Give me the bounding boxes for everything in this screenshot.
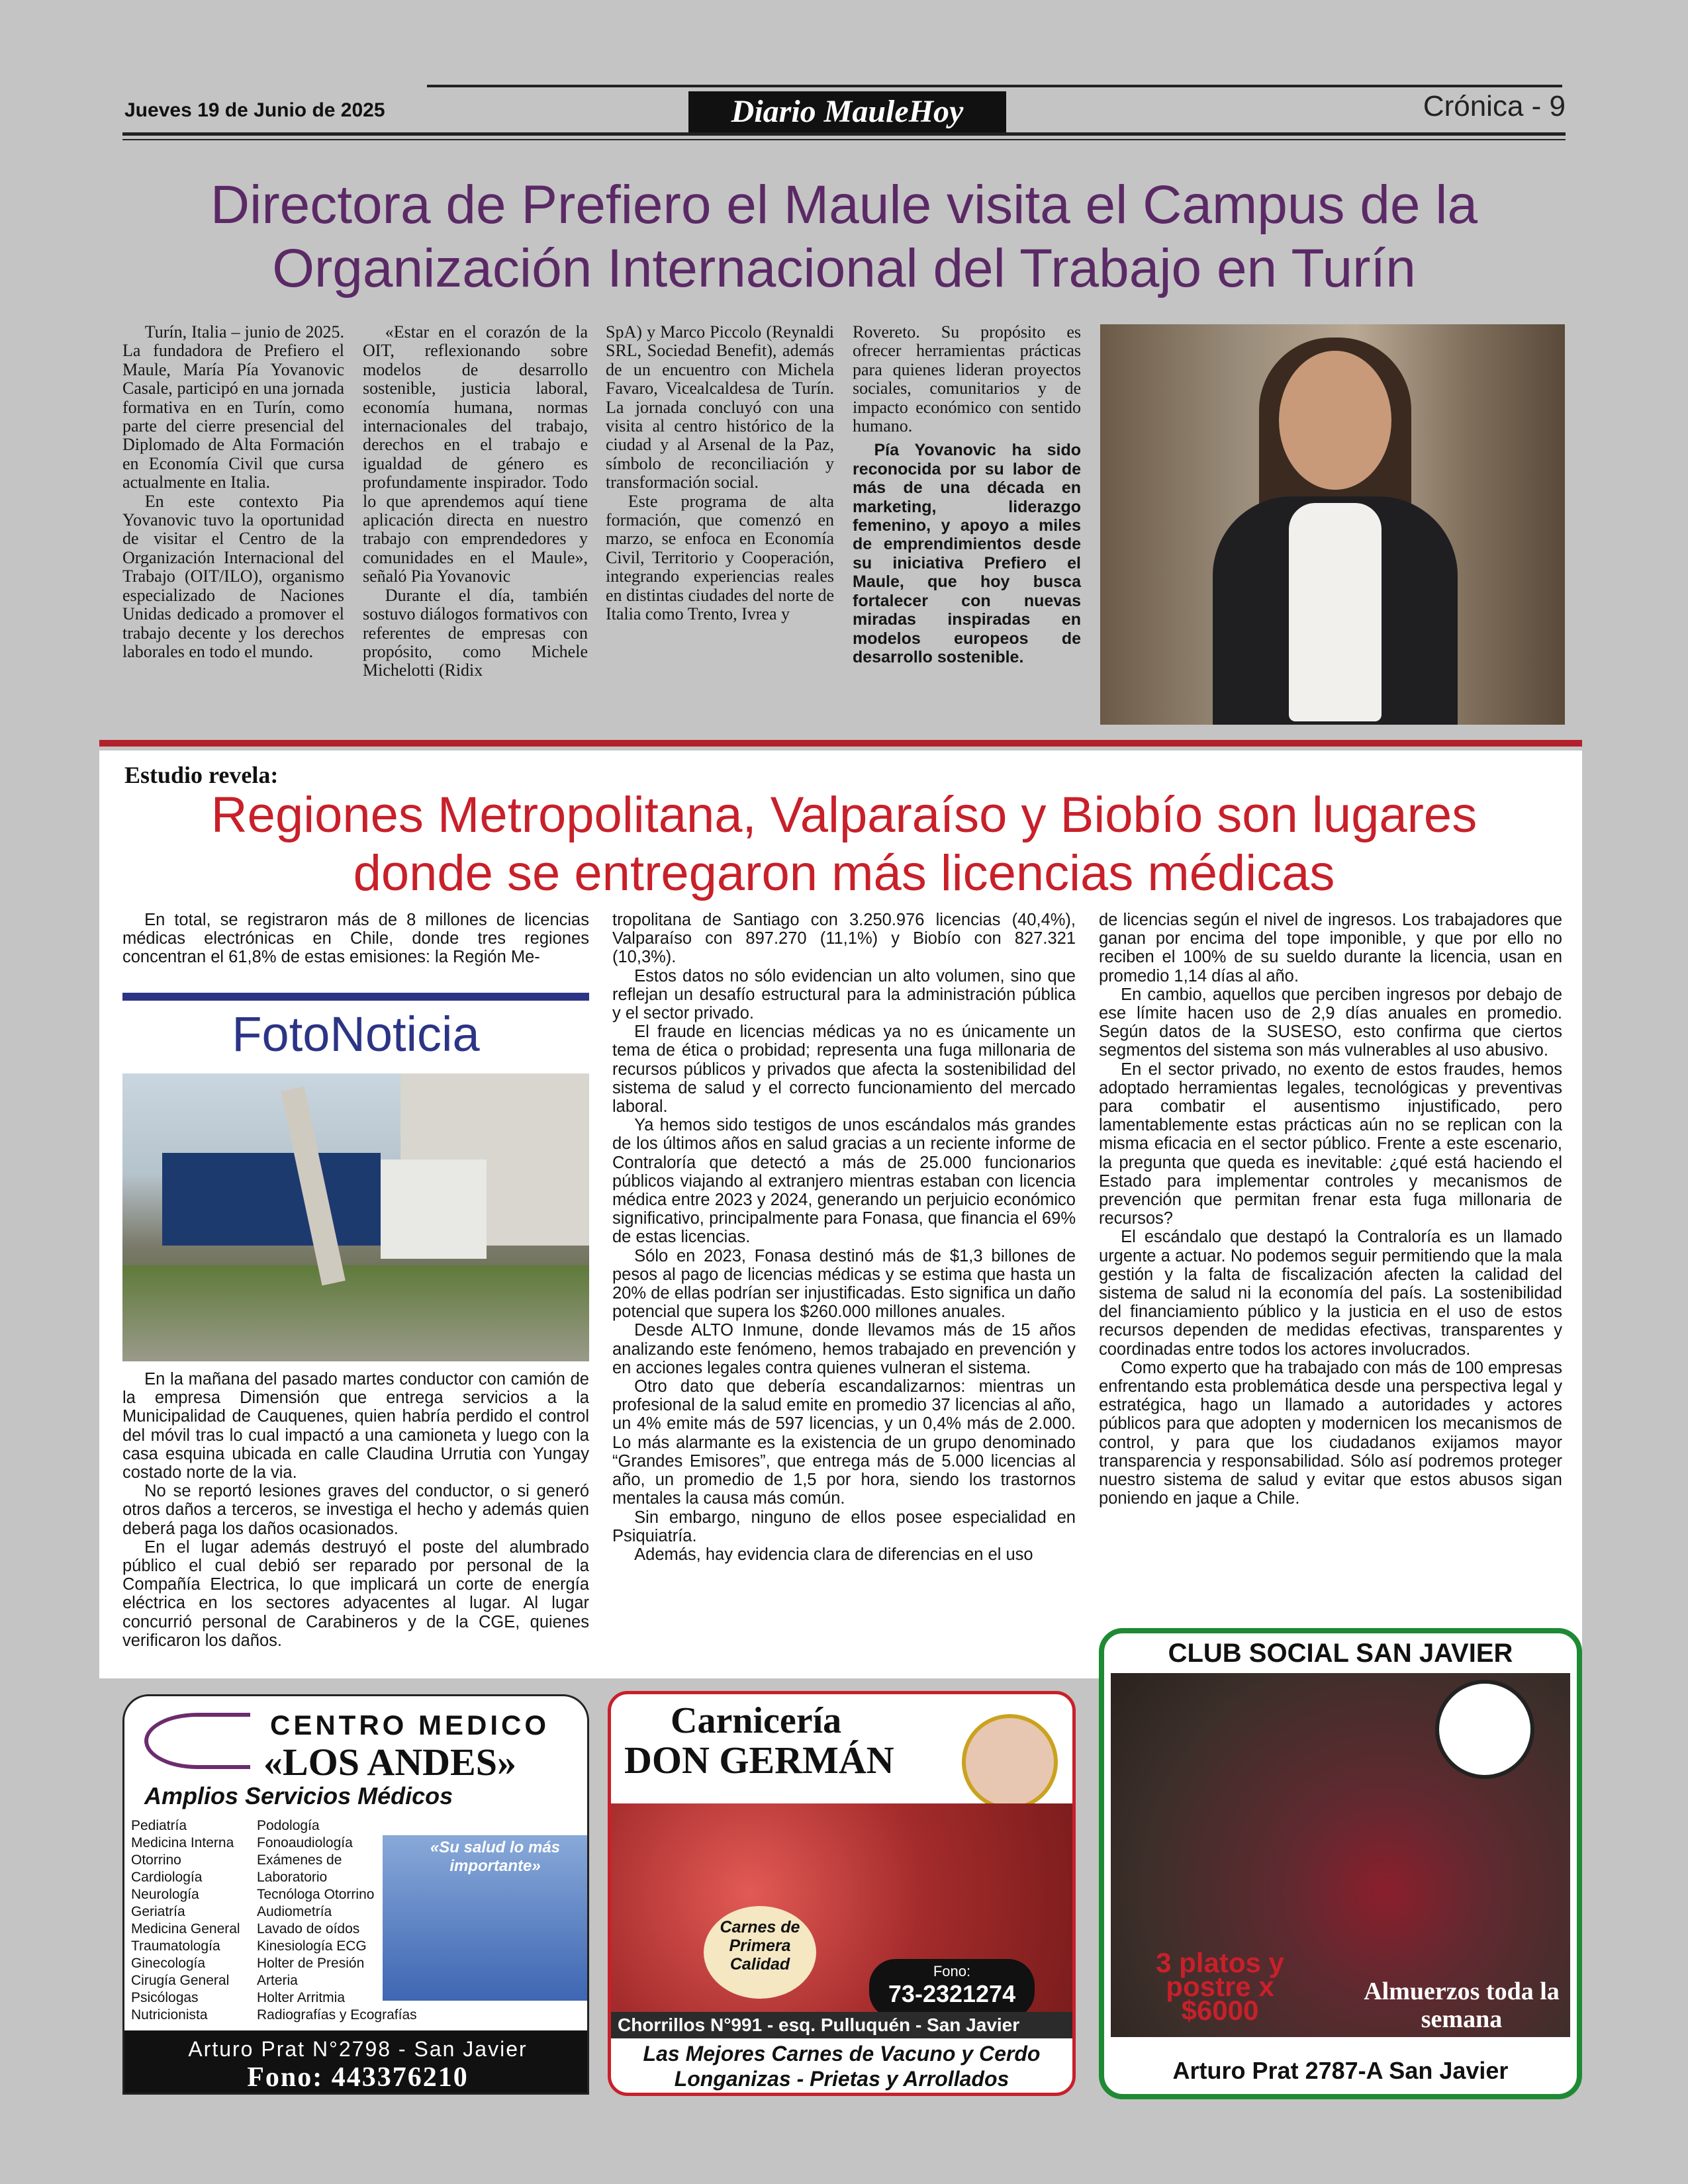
- photo-shape: [122, 1265, 589, 1361]
- paragraph: En cambio, aquellos que perciben ingresos por debajo de ese límite hacen uso de 2,9 días anuales en promedio. Según datos de la SUSESO, esto confirma que ciertos segmentos del sistema son más vulnerables al uso abusivo.: [1099, 985, 1562, 1060]
- list-item: Geriatría: [131, 1904, 185, 1919]
- list-item: Audiometría: [257, 1904, 332, 1919]
- list-item: Medicina Interna: [131, 1835, 234, 1850]
- section-divider: [99, 740, 1582, 747]
- article2-column-1: [122, 911, 589, 967]
- section-page-label: Crónica - 9: [1423, 90, 1566, 122]
- ad-address: Arturo Prat N°2798 - San Javier: [188, 2037, 528, 2061]
- paragraph: Rovereto. Su propósito es ofrecer herramientas prácticas para quienes lideran proyectos sociales, comunitarios y de impacto económico con sentido humano.: [853, 322, 1081, 436]
- photo-shape: [1279, 351, 1391, 490]
- list-item: Lavado de oídos: [257, 1921, 360, 1936]
- list-item: Laboratorio: [257, 1870, 328, 1885]
- article2-column-2: [612, 911, 1076, 1564]
- paragraph: El fraude en licencias médicas ya no es únicamente un tema de ética o probidad; representa una fuga millonaria de recursos públicos y privados que afecta la sostenibilidad del sistema de salud y el correcto funcionamiento del mercado laboral.: [612, 1023, 1076, 1116]
- photo-shape: [381, 1160, 487, 1259]
- masthead-rule: [122, 132, 1566, 136]
- ad-phone: Fono: 443376210: [247, 2062, 469, 2093]
- ad-carniceria: [608, 1691, 1076, 2096]
- chef-logo-icon: [1435, 1680, 1534, 1779]
- list-item: Cirugía General: [131, 1973, 230, 1988]
- article2-kicker: Estudio revela:: [124, 762, 279, 788]
- list-item: Psicólogas: [131, 1990, 199, 2005]
- ad-tagline: Longanizas - Prietas y Arrollados: [674, 2067, 1009, 2091]
- article2-column-3: [1099, 911, 1562, 1508]
- article1-column-4: [853, 323, 1081, 666]
- list-item: Cardiología: [131, 1870, 203, 1885]
- paragraph: En este contexto Pia Yovanovic tuvo la oportunidad de visitar el Centro de la Organización Internacional del Trabajo (OIT/ILO), organismo especializado de Naciones Unidas dedicado a promover el trabajo decente y los derechos laborales en todo el mundo.: [122, 491, 344, 661]
- list-item: Exámenes de: [257, 1852, 342, 1868]
- fotonoticia-text: [122, 1370, 589, 1650]
- ad-tagline: Las Mejores Carnes de Vacuno y Cerdo: [643, 2042, 1041, 2066]
- ad-address: Arturo Prat 2787-A San Javier: [1172, 2057, 1509, 2084]
- article1-column-2: [363, 323, 588, 680]
- paragraph: Otro dato que debería escandalizarnos: mientras un profesional de la salud emite en promedio 37 licencias al año, un 4% emite más de 597 licencias, y un 0,4% más de 2.000. Lo más alarmante es la existencia de un grupo denominado “Grandes Emisores”, que entrega más de 5.000 licencias al año, un promedio de 1,5 por hora, siendo los trastornos mentales la causa más común.: [612, 1377, 1076, 1508]
- ad-footer: [124, 2030, 589, 2095]
- paragraph-bold: Pía Yovanovic ha sido reconocida por su labor de más de una década en marketing, liderazgo femenino, y apoyo a miles de emprendimientos desde su iniciativa Prefiero el Maule, que hoy busca fortalecer con nuevas miradas inspiradas en modelos europeos de desarrollo sostenible.: [853, 441, 1081, 666]
- issue-date: Jueves 19 de Junio de 2025: [124, 99, 385, 121]
- masthead-rule-thin: [122, 139, 1566, 140]
- paragraph: Como experto que ha trabajado con más de 100 empresas enfrentando esta problemática desde una perspectiva legal y estratégica, hago un llamado a autoridades y actores públicos para que adopten y modernicen los mecanismos de control, y para que los ciudadanos exijamos mayor transparencia y responsabilidad. Sólo así podremos proteger nuestro sistema de salud y evitar que estos abusos sigan poniendo en jaque a Chile.: [1099, 1358, 1562, 1508]
- ad-title-name: «LOS ANDES»: [263, 1741, 516, 1784]
- paragraph: Estos datos no sólo evidencian un alto volumen, sino que reflejan un desafío estructural para la administración pública y el sector privado.: [612, 966, 1076, 1023]
- article2-headline: [106, 786, 1582, 903]
- services-list: [131, 1817, 240, 2024]
- masthead-top-rule: [427, 85, 1562, 87]
- list-item: Pediatría: [131, 1818, 187, 1833]
- paragraph: Este programa de alta formación, que comenzó en marzo, se enfoca en Economía Civil, Territorio y Cooperación, integrando experiencias reales en distintas ciudades del norte de Italia como Trento, Ivrea y: [606, 491, 834, 624]
- paragraph: El escándalo que destapó la Contraloría es un llamado urgente a actuar. No podemos seguir permitiendo que la mala gestión y la falta de fiscalización afecten la calidad del sistema de salud ni la economía del país. La sostenibilidad del financiamiento público y la justicia en el uso de estos recursos dependen de medidas efectivas, transparentes y coordinadas entre todos los actores involucrados.: [1099, 1228, 1562, 1359]
- paragraph: SpA) y Marco Piccolo (Reynaldi SRL, Sociedad Benefit), además de un encuentro con Michela Favaro, Vicealcaldesa de Turín. La jornada concluyó con una visita al centro histórico de la ciudad y al Arsenal de la Paz, símbolo de reconciliación y transformación social.: [606, 322, 834, 492]
- ad-title: CLUB SOCIAL SAN JAVIER: [1168, 1639, 1513, 1668]
- list-item: Nutricionista: [131, 2007, 208, 2023]
- ad-centro-medico: [122, 1694, 589, 2095]
- paragraph: Desde ALTO Inmune, donde llevamos más de 15 años analizando este fenómeno, hemos trabajado en prevención y en acciones legales contra quienes vulneran el sistema.: [612, 1321, 1076, 1377]
- article1-headline-line1: Directora de Prefiero el Maule visita el Campus de la: [210, 175, 1478, 235]
- paragraph: Turín, Italia – junio de 2025. La fundadora de Prefiero el Maule, María Pía Yovanovic Casale, participó en una jornada formativa en en Turín, como parte del cierre presencial del Diplomado de Alta Formación en Economía Civil que cursa actualmente en Italia.: [122, 322, 344, 492]
- list-item: Holter Arritmia: [257, 1990, 346, 2005]
- article1-headline-line2: Organización Internacional del Trabajo en Turín: [272, 238, 1416, 298]
- paragraph: Además, hay evidencia clara de diferencias en el uso: [634, 1545, 1033, 1564]
- list-item: Tecnóloga Otorrino: [257, 1887, 375, 1902]
- paragraph: de licencias según el nivel de ingresos. Los trabajadores que ganan por encima del tope imponible, y que por ello no reciben el 100% de su sueldo durante la licencia, usan en promedio 1,14 días al año.: [1099, 911, 1562, 985]
- photo-shape: [162, 1153, 381, 1246]
- pig-icon: [962, 1714, 1058, 1810]
- paragraph: tropolitana de Santiago con 3.250.976 licencias (40,4%), Valparaíso con 897.270 (11,1%) y Biobío con 827.321 (10,3%).: [612, 911, 1076, 967]
- article2-headline-line2: donde se entregaron más licencias médicas: [353, 845, 1335, 901]
- paragraph: En total, se registraron más de 8 millones de licencias médicas electrónicas en Chile, donde tres regiones concentran el 61,8% de estas emisiones: la Región Me-: [122, 911, 589, 967]
- list-item: Otorrino: [131, 1852, 181, 1868]
- paragraph: Sin embargo, ninguno de ellos posee especialidad en Psiquiatría.: [612, 1508, 1076, 1545]
- list-item: Podología: [257, 1818, 320, 1833]
- ad-subtitle: Amplios Servicios Médicos: [144, 1782, 453, 1809]
- paragraph: En el lugar además destruyó el poste del alumbrado público el cual debió ser reparado por personal de la Compañía Electrica, lo que implicará un corte de energía eléctrica en los sectores adyacentes al lugar. Al lugar concurrió personal de Carabineros y de la CGE, quienes verificaron los daños.: [122, 1537, 589, 1650]
- article1-column-3: [606, 323, 834, 624]
- list-item: Traumatología: [131, 1938, 220, 1954]
- list-item: Holter de Presión: [257, 1956, 365, 1971]
- paragraph: En la mañana del pasado martes conductor con camión de la empresa Dimensión que entrega servicios a la Municipalidad de Cauquenes, quien habría perdido el control del móvil tras lo cual impactó a una camioneta y luego con la casa esquina ubicada en calle Claudina Urrutia con Yungay costado norte de la via.: [122, 1370, 589, 1482]
- list-item: Ginecología: [131, 1956, 206, 1971]
- paragraph: «Estar en el corazón de la OIT, reflexionando sobre modelos de desarrollo sostenible, justicia laboral, economía humana, normas internacionales del trabajo, derechos en el trabajo e igualdad de género es profundamente inspirador. Todo lo que aprendemos aquí tiene aplicación directa en nuestro trabajo con emprendedores y comunidades en el Maule», señaló Pia Yovanovic: [363, 322, 588, 586]
- paragraph: Ya hemos sido testigos de unos escándalos más grandes de los últimos años en salud gracias a un reciente informe de Contraloría que detectó a más de 25.000 funcionarios públicos viajando al extranjero mientras estaban con licencia médica entre 2023 y 2024, generando un perjuicio económico significativo, principalmente para Fonasa, que financia el 69% de estas licencias.: [612, 1116, 1076, 1247]
- ad-title: Carnicería: [671, 1700, 842, 1741]
- list-item: Arteria: [257, 1973, 298, 1988]
- paragraph: No se reportó lesiones graves del conductor, o si generó otros daños a terceros, se investiga el hecho y además quien deberá paga los daños ocasionados.: [122, 1482, 589, 1538]
- ad-title-name: DON GERMÁN: [624, 1739, 894, 1782]
- list-item: Neurología: [131, 1887, 199, 1902]
- portrait-photo: [1100, 324, 1565, 725]
- accident-photo: [122, 1073, 589, 1361]
- list-item: Fonoaudiología: [257, 1835, 353, 1850]
- ad-title: CENTRO MEDICO: [270, 1709, 549, 1741]
- article2-headline-line1: Regiones Metropolitana, Valparaíso y Biobío son lugares: [211, 787, 1477, 843]
- services-list: [257, 1817, 417, 2024]
- ad-phone: 73-2321274: [888, 1980, 1016, 2007]
- article1-headline: [106, 173, 1582, 300]
- ad-slogan: «Su salud lo más importante»: [430, 1839, 561, 1875]
- paragraph: Durante el día, también sostuvo diálogos formativos con referentes de empresas con propósito, como Michele Michelotti (Ridix: [363, 585, 588, 680]
- article1-column-1: [122, 323, 344, 661]
- quality-badge: Carnes de Primera Calidad: [704, 1906, 816, 1999]
- fotonoticia-rule: [122, 993, 589, 1001]
- fotonoticia-title: FotoNoticia: [232, 1007, 480, 1062]
- ad-address: Chorrillos N°991 - esq. Pulluquén - San Javier: [611, 2012, 1072, 2038]
- ad-club-social: [1099, 1628, 1582, 2099]
- photo-shape: [1289, 503, 1382, 721]
- phone-box: [869, 1959, 1035, 2019]
- list-item: Kinesiología ECG: [257, 1938, 367, 1954]
- phone-label: Fono:: [933, 1963, 971, 1979]
- paragraph: En el sector privado, no exento de estos fraudes, hemos adoptado herramientas legales, tecnológicas y preventivas para combatir el ausentismo injustificado, pero lamentablemente estas prácticas aún no se replican con la misma eficacia en el sector público. Frente a este escenario, la pregunta que queda es inevitable: ¿qué está haciendo el Estado para implementar controles y mecanismos de prevención que permitan frenar esta fuga millonaria de recursos?: [1099, 1060, 1562, 1228]
- list-item: Medicina General: [131, 1921, 240, 1936]
- ad-lunch-note: Almuerzos toda la semana: [1364, 1978, 1560, 2033]
- ad-promo: 3 platos y postre x $6000: [1156, 1947, 1284, 2026]
- list-item: Radiografías y Ecografías: [257, 2007, 417, 2023]
- mountain-logo-icon: [144, 1713, 250, 1769]
- newspaper-logo: Diario MauleHoy: [688, 91, 1006, 132]
- paragraph: Sólo en 2023, Fonasa destinó más de $1,3 billones de pesos al pago de licencias médicas y se estima que hasta un 20% de ellas podrían ser injustificadas. Esto significa un daño potencial que supera los $260.000 millones anuales.: [612, 1246, 1076, 1322]
